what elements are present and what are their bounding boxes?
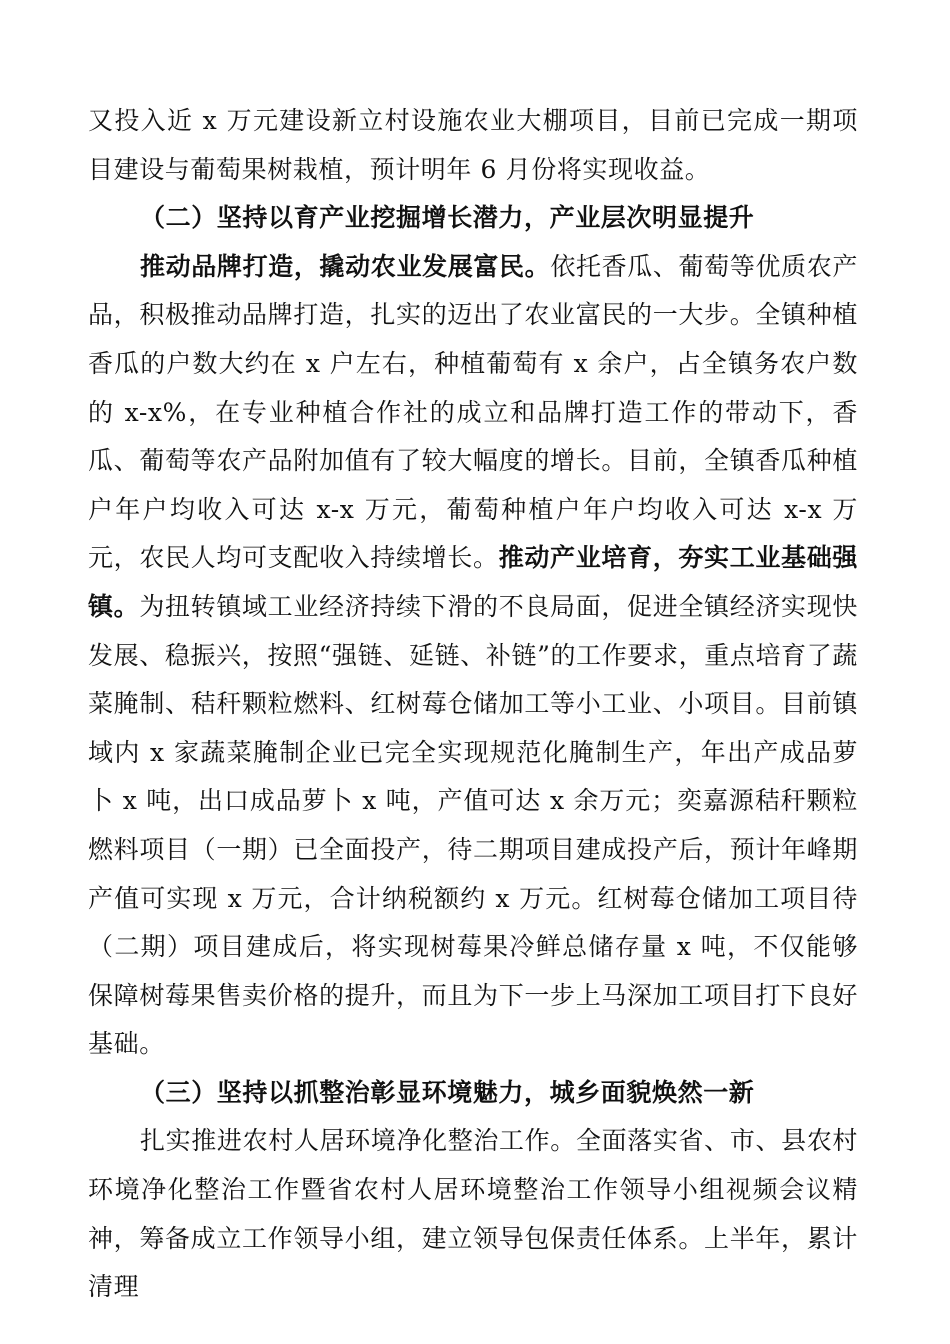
paragraph-body-brand: 依托香瓜、葡萄等优质农产品，积极推动品牌打造，扎实的迈出了农业富民的一大步。全镇种植香瓜的户数大约在 x 户左右，种植葡萄有 x 余户，占全镇务农户数的 x-x%，在专业种植合作社的成立和品牌打造工作的带动下，香瓜、葡萄等农产品附加值有了较大幅度的增长。目前，全镇香瓜种植户年户均收入可达 x-x 万元，葡萄种植户年户均收入可达 x-x 万元，农民人均可支配收入持续增长。: [88, 251, 858, 573]
paragraph-brand: [88, 243, 858, 1069]
paragraph-body-industry: 为扭转镇域工业经济持续下滑的不良局面，促进全镇经济实现快发展、稳振兴，按照“强链、延链、补链”的工作要求，重点培育了蔬菜腌制、秸秆颗粒燃料、红树莓仓储加工等小工业、小项目。目前镇域内 x 家蔬菜腌制企业已完全实现规范化腌制生产，年出产成品萝卜 x 吨，出口成品萝卜 x 吨，产值可达 x 余万元；奕嘉源秸秆颗粒燃料项目（一期）已全面投产，待二期项目建成投产后，预计年峰期产值可实现 x 万元，合计纳税额约 x 万元。红树莓仓储加工项目待（二期）项目建成后，将实现树莓果冷鲜总储存量 x 吨，不仅能够保障树莓果售卖价格的提升，而且为下一步上马深加工项目打下良好基础。: [88, 591, 858, 1059]
document-body: [88, 97, 858, 1312]
paragraph-environment: 扎实推进农村人居环境净化整治工作。全面落实省、市、县农村环境净化整治工作暨省农村人居环境整治工作领导小组视频会议精神，筹备成立工作领导小组，建立领导包保责任体系。上半年，累计清理: [88, 1126, 858, 1302]
paragraph-intro: 又投入近 x 万元建设新立村设施农业大棚项目，目前已完成一期项目建设与葡萄果树栽植，预计明年 6 月份将实现收益。: [88, 106, 858, 184]
paragraph-lead-industry: 推动产业培育，夯实工业基础强镇。: [88, 543, 858, 621]
section-heading-2: （二）坚持以育产业挖掘增长潜力，产业层次明显提升: [140, 203, 755, 233]
section-heading-3: （三）坚持以抓整治彰显环境魅力，城乡面貌焕然一新: [140, 1077, 755, 1107]
paragraph-lead-brand: 推动品牌打造，撬动农业发展富民。: [140, 251, 551, 281]
